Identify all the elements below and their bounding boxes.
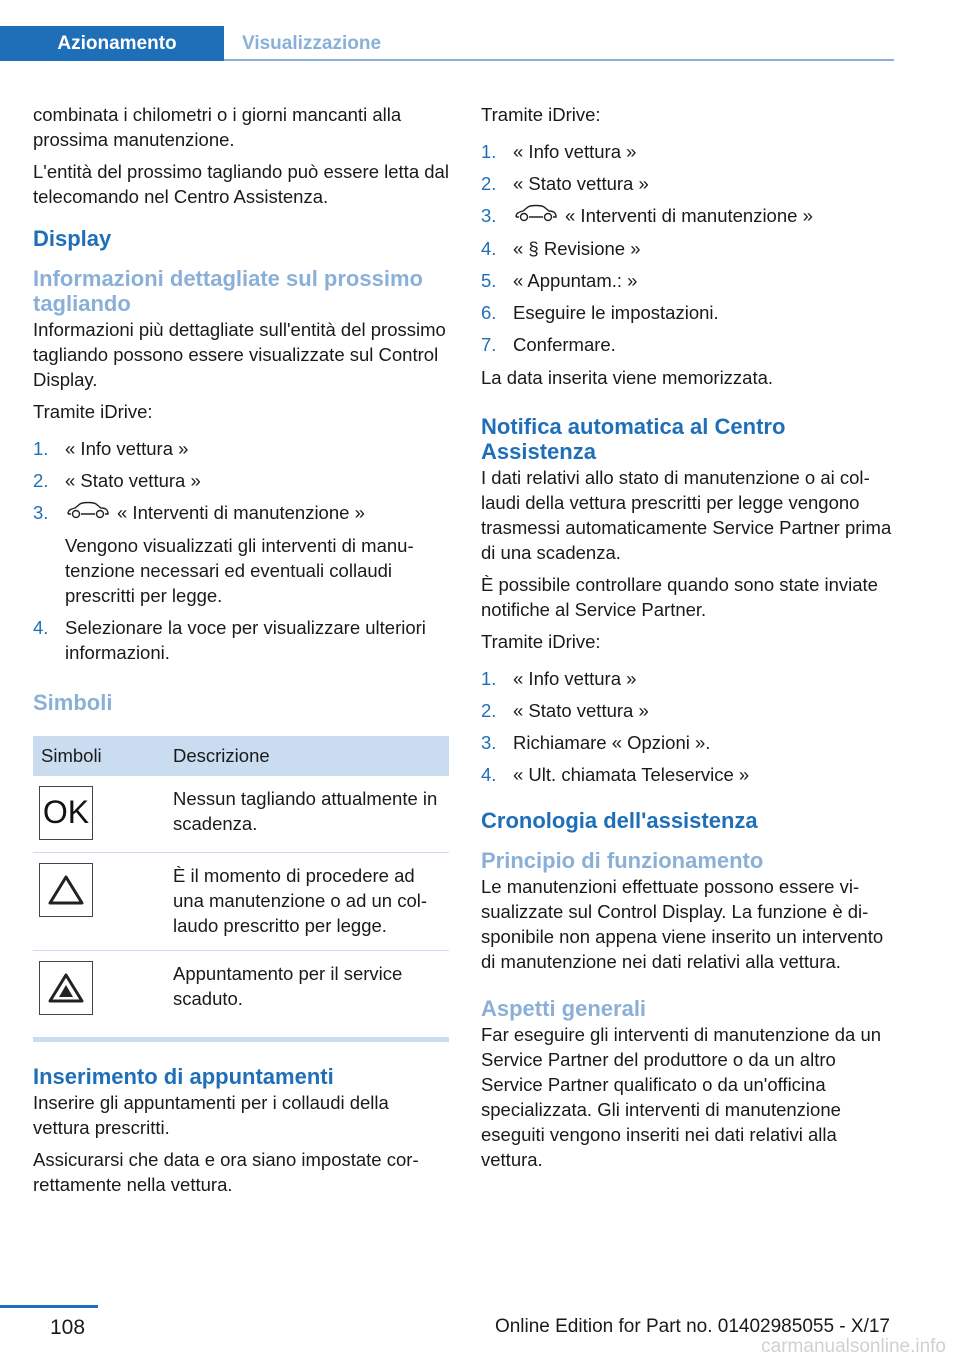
ok-icon: OK: [39, 786, 93, 840]
list-item: 3. « Interventi di manutenzione »: [481, 203, 897, 229]
warning-triangle-icon: [39, 863, 93, 917]
list-item: 2. « Stato vettura »: [481, 699, 649, 721]
car-service-icon: [65, 500, 111, 526]
list-item: 1. « Info vettura »: [481, 141, 637, 162]
footer-rule: [0, 1305, 98, 1308]
table-row: [33, 776, 449, 853]
list-item: 2. « Stato vettura »: [33, 470, 201, 491]
intro-paragraph-1: combinata i chilometri o i giorni mancanti alla prossima manutenzione.: [33, 104, 402, 150]
notify-paragraph-3: Tramite iDrive:: [481, 630, 601, 652]
list-item: 1. « Info vettura »: [481, 667, 637, 689]
list-item: 3. Richiamare « Opzioni ».: [481, 731, 711, 753]
symbol-description: Nessun tagliando attualmente in scadenza.: [157, 776, 449, 853]
car-service-icon: [513, 203, 559, 229]
display-heading: Display: [33, 226, 112, 251]
tab-underline: [224, 59, 894, 61]
detail-steps: [33, 436, 449, 665]
symbol-description: Appuntamento per il service scaduto.: [173, 962, 403, 1009]
detail-paragraph-1: Informazioni più dettagliate sull'entità del prossimo tagliando possono essere visualizzate sul Control Display.: [33, 319, 446, 390]
appointment-steps: [481, 139, 897, 357]
notify-paragraph-2: È possibile controllare quando sono state inviate notifiche al Service Partner.: [481, 573, 878, 620]
table-row: [33, 950, 449, 1027]
table-header-description: Descrizione: [157, 736, 449, 776]
right-column: [481, 102, 897, 1179]
list-item: 4. « § Revisione »: [481, 237, 641, 259]
notify-heading: Notifica automatica al Centro Assistenza: [481, 413, 786, 464]
list-item: 4. Selezionare la voce per visualizzare ulteriori informazioni.: [33, 616, 426, 663]
watermark: carmanualsonline.info: [761, 1336, 946, 1357]
symbol-description: È il momento di procedere ad una manutenzione o ad un collaudo prescritto per legge.: [157, 852, 449, 950]
notify-paragraph-1: I dati relativi allo stato di manutenzione o ai collaudi della vettura prescritti per legge vengono trasmessi automaticamente Service Partner prima di una scadenza.: [481, 466, 892, 563]
tab-azionamento[interactable]: Azionamento: [0, 26, 224, 61]
edition-note: Online Edition for Part no. 01402985055 - X/17: [494, 1316, 890, 1337]
list-item: 7. Confermare.: [481, 333, 616, 355]
appointments-heading: Inserimento di appuntamenti: [33, 1063, 334, 1089]
header-tabs: [0, 26, 894, 61]
symbols-heading: Simboli: [33, 689, 113, 715]
page-number: 108: [50, 1316, 86, 1339]
list-item: 4. « Ult. chiamata Teleservice »: [481, 763, 750, 785]
appointments-paragraph-1: Inserire gli appuntamenti per i collaudi della vettura prescritti.: [33, 1091, 389, 1138]
list-item: 2. « Stato vettura »: [481, 173, 649, 194]
table-header-symbols: Simboli: [33, 736, 157, 776]
principle-paragraph: Le manutenzioni effettuate possono essere visualizzate sul Control Display. La funzione è disponibile non appena viene inserito un intervento di manutenzione nei dati relativi alla vettura.: [481, 875, 884, 972]
principle-heading: Principio di funzionamento: [481, 847, 764, 873]
notify-steps: [481, 666, 897, 787]
list-item: 6. Eseguire le impostazioni.: [481, 301, 719, 323]
general-heading: Aspetti generali: [481, 995, 647, 1021]
symbols-table: [33, 736, 449, 1027]
tab-visualizzazione[interactable]: Visualizzazione: [242, 32, 382, 54]
history-heading: Cronologia dell'assistenza: [481, 807, 758, 833]
right-intro: Tramite iDrive:: [481, 104, 601, 125]
list-item: 3. « Interventi di manutenzione » Vengono visualizzati gli interventi di manutenzione necessari ed eventuali collaudi prescritti per legge.: [33, 500, 449, 608]
list-item: 1. « Info vettura »: [33, 438, 189, 459]
appointments-paragraph-2: Assicurarsi che data e ora siano impostate correttamente nella vettura.: [33, 1148, 419, 1195]
list-item: 5. « Appuntam.: »: [481, 269, 638, 291]
left-column: [33, 102, 449, 1204]
intro-paragraph-2: L'entità del prossimo tagliando può essere letta dal telecomando nel Centro Assistenza.: [33, 161, 449, 207]
general-paragraph: Far eseguire gli interventi di manutenzione da un Service Partner del produttore o da un altro Service Partner qualificato o da un'officina specializzata. Gli interventi di manutenzione eseguiti vengono inseriti nei dati relativi alla vettura.: [481, 1023, 882, 1170]
warning-triangle-filled-icon: [39, 961, 93, 1015]
saved-note: La data inserita viene memorizzata.: [481, 366, 774, 388]
detail-heading: Informazioni dettagliate sul prossimo tagliando: [33, 266, 423, 316]
table-row: [33, 852, 449, 950]
table-end-rule: [33, 1037, 449, 1042]
detail-paragraph-2: Tramite iDrive:: [33, 401, 153, 422]
